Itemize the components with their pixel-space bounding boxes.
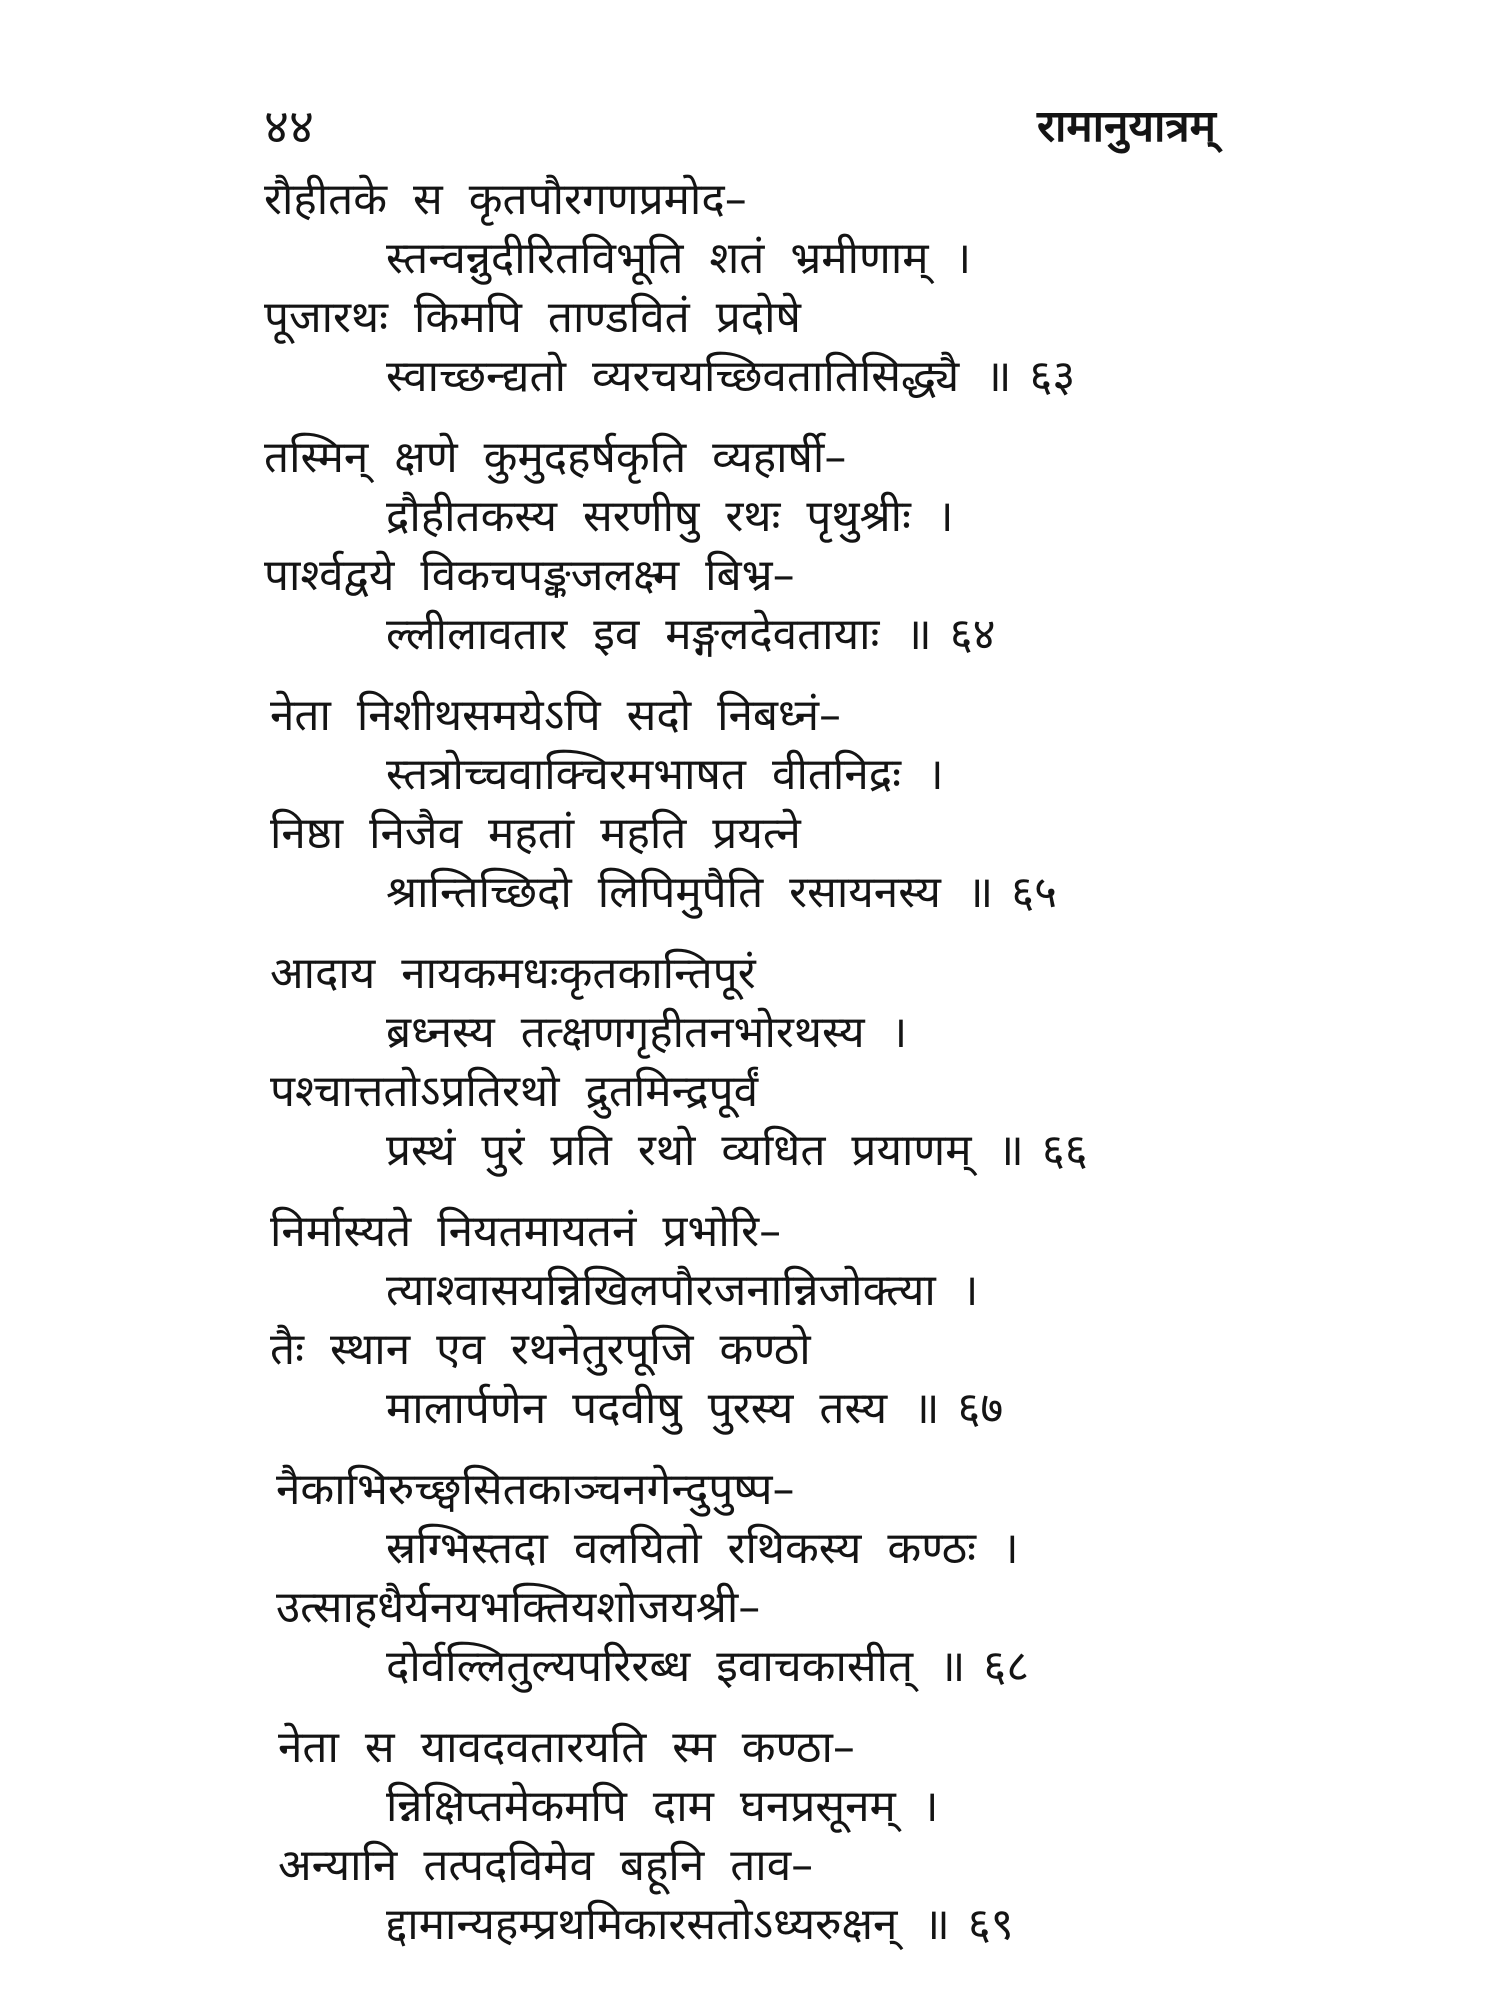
verse-line-text: ल्लीलावतार इव मङ्गलदेवतायाः ॥ [386,609,932,660]
verse-line: द्रौहीतकस्य सरणीषु रथः पृथुश्रीः । [386,491,954,542]
verse-line [264,347,1444,406]
verse-line-text: द्दामान्यहम्प्रथमिकारसतोऽध्यरुक्षन् ॥ [386,1899,950,1950]
verse-number: ६९ [967,1899,1014,1950]
verse-line: तैः स्थान एव रथनेतुरपूजि कण्ठो [270,1324,811,1375]
verse [264,170,1444,406]
verse-line-text: मालार्पणेन पदवीषु पुरस्य तस्य ॥ [386,1383,940,1434]
verse-line: तस्मिन् क्षणे कुमुदहर्षकृति व्यहार्षी– [264,432,847,483]
verse-line [264,863,1444,922]
verse-line: स्रग्भिस्तदा वलयितो रथिकस्य कण्ठः । [386,1523,1019,1574]
verse-line [264,1379,1444,1438]
verse-line: अन्यानि तत्पदविमेव बहूनि ताव– [278,1840,814,1891]
verse-line: पूजारथः किमपि ताण्डवितं प्रदोषे [264,292,801,343]
verse-list [264,170,1444,1954]
verse-line: नैकाभिरुच्छ्वसितकाञ्चनगेन्दुपुष्प– [276,1464,795,1515]
verse [264,1718,1444,1954]
verse-number: ६६ [1041,1125,1088,1176]
verse-line: नेता स यावदवतारयति स्म कण्ठा– [278,1722,855,1773]
verse-line: न्निक्षिप्तमेकमपि दाम घनप्रसूनम् । [386,1781,939,1832]
verse-number: ६७ [957,1383,1004,1434]
verse-line: पश्चात्ततोऽप्रतिरथो द्रुतमिन्द्रपूर्वं [270,1066,759,1117]
verse-line: पार्श्वद्वये विकचपङ्कजलक्ष्म बिभ्र– [264,550,795,601]
verse-line-text: दोर्वल्लितुल्यपरिरब्ध इवाचकासीत् ॥ [386,1641,966,1692]
page-number: ४४ [264,99,314,155]
verse-line: ब्रध्नस्य तत्क्षणगृहीतनभोरथस्य । [386,1007,908,1058]
verse-number: ६४ [949,609,996,660]
verse-number: ६३ [1029,351,1076,402]
verse-line-text: प्रस्थं पुरं प्रति रथो व्यधित प्रयाणम् ॥ [386,1125,1024,1176]
running-title: रामानुयात्रम् [1036,101,1216,152]
verse [264,686,1444,922]
book-page [264,96,1444,1954]
verse-line: उत्साहधैर्यनयभक्तियशोजयश्री– [276,1582,761,1633]
verse-line: स्तन्वन्नुदीरितविभूति शतं भ्रमीणाम् । [386,233,972,284]
verse-line: रौहीतके स कृतपौरगणप्रमोद– [264,174,747,225]
verse-line: नेता निशीथसमयेऽपि सदो निबध्नं– [270,690,842,741]
verse-line [264,605,1444,664]
verse-number: ६५ [1011,867,1057,918]
verse-line: आदाय नायकमधःकृतकान्तिपूरं [270,948,756,999]
verse-line [264,1895,1444,1954]
verse [264,428,1444,664]
verse-line: निष्ठा निजैव महतां महति प्रयत्ने [270,808,801,859]
verse-line: निर्मास्यते नियतमायतनं प्रभोरि– [270,1206,782,1257]
verse-line [264,1121,1444,1180]
verse-number: ६८ [983,1641,1030,1692]
verse [264,1460,1444,1696]
verse-line-text: श्रान्तिच्छिदो लिपिमुपैति रसायनस्य ॥ [386,867,994,918]
verse-line: त्याश्वासयन्निखिलपौरजनान्निजोक्त्या । [386,1265,979,1316]
page-header [264,96,1216,158]
verse [264,944,1444,1180]
verse-line: स्तत्रोच्चवाक्चिरमभाषत वीतनिद्रः । [386,749,944,800]
verse-line [264,1637,1444,1696]
verse [264,1202,1444,1438]
verse-line-text: स्वाच्छन्द्यतो व्यरचयच्छिवतातिसिद्ध्यै ॥ [386,351,1012,402]
